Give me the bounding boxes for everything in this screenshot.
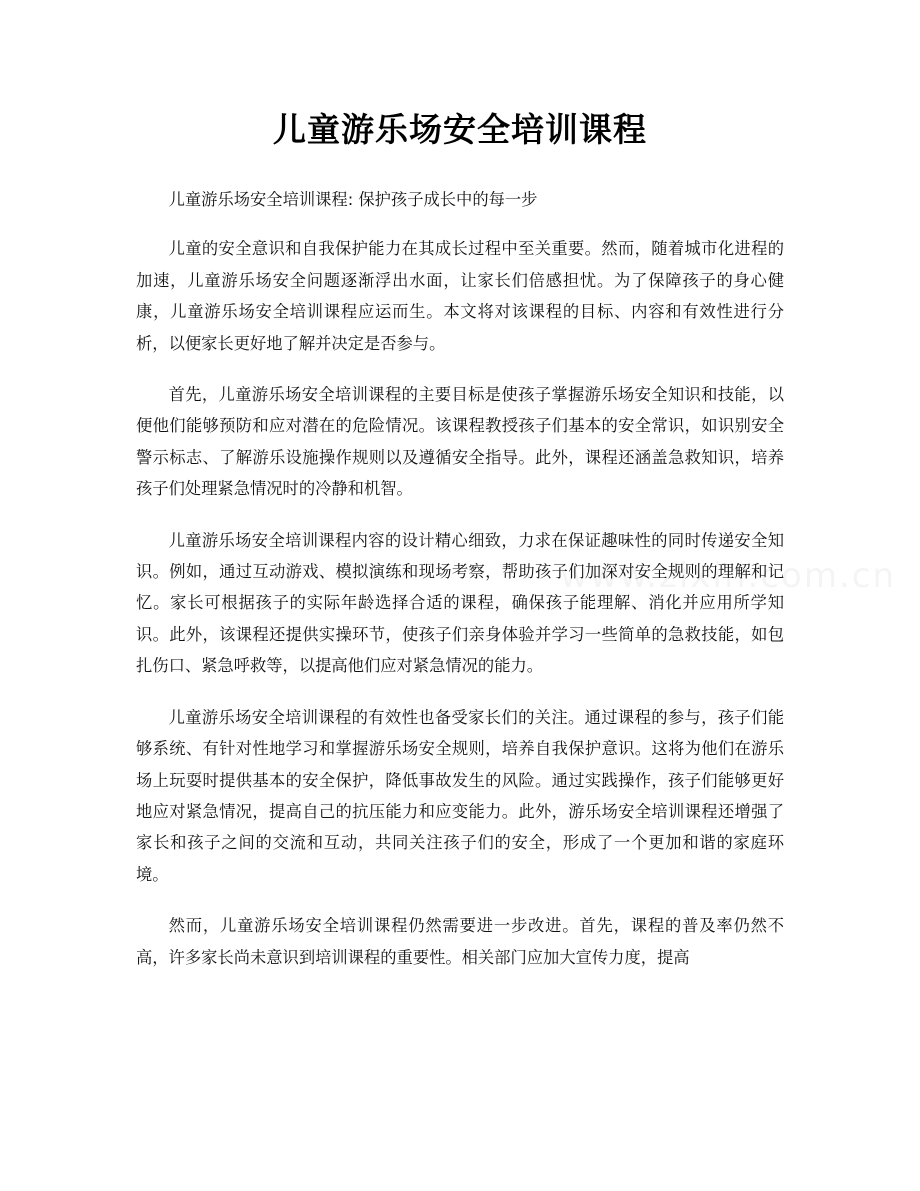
paragraph-goals: 首先，儿童游乐场安全培训课程的主要目标是使孩子掌握游乐场安全知识和技能，以便他们能够预防和应对潜在的危险情况。该课程教授孩子们基本的安全常识，如识别安全警示标志、了解游乐设施操作规则以及遵循安全指导。此外，课程还涵盖急救知识，培养孩子们处理紧急情况时的冷静和机智。 bbox=[136, 385, 784, 499]
paragraph-improvement: 然而，儿童游乐场安全培训课程仍然需要进一步改进。首先，课程的普及率仍然不高，许多家长尚未意识到培训课程的重要性。相关部门应加大宣传力度，提高 bbox=[136, 916, 784, 967]
paragraph-effectiveness: 儿童游乐场安全培训课程的有效性也备受家长们的关注。通过课程的参与，孩子们能够系统、有针对性地学习和掌握游乐场安全规则，培养自我保护意识。这将为他们在游乐场上玩耍时提供基本的安全保护，降低事故发生的风险。通过实践操作，孩子们能够更好地应对紧急情况，提高自己的抗压能力和应变能力。此外，游乐场安全培训课程还增强了家长和孩子之间的交流和互动，共同关注孩子们的安全，形成了一个更加和谐的家庭环境。 bbox=[136, 707, 784, 884]
paragraph-content: 儿童游乐场安全培训课程内容的设计精心细致，力求在保证趣味性的同时传递安全知识。例如，通过互动游戏、模拟演练和现场考察，帮助孩子们加深对安全规则的理解和记忆。家长可根据孩子的实际年龄选择合适的课程，确保孩子能理解、消化并应用所学知识。此外，该课程还提供实操环节，使孩子们亲身体验并学习一些简单的急救技能，如包扎伤口、紧急呼救等，以提高他们应对紧急情况的能力。 bbox=[136, 530, 784, 676]
paragraph-intro: 儿童的安全意识和自我保护能力在其成长过程中至关重要。然而，随着城市化进程的加速，儿童游乐场安全问题逐渐浮出水面，让家长们倍感担忧。为了保障孩子的身心健康，儿童游乐场安全培训课程应运而生。本文将对该课程的目标、内容和有效性进行分析，以便家长更好地了解并决定是否参与。 bbox=[136, 239, 784, 353]
document-subtitle: 儿童游乐场安全培训课程: 保护孩子成长中的每一步 bbox=[168, 190, 538, 209]
document-title: 儿童游乐场安全培训课程 bbox=[273, 110, 647, 149]
document-body bbox=[136, 184, 784, 993]
